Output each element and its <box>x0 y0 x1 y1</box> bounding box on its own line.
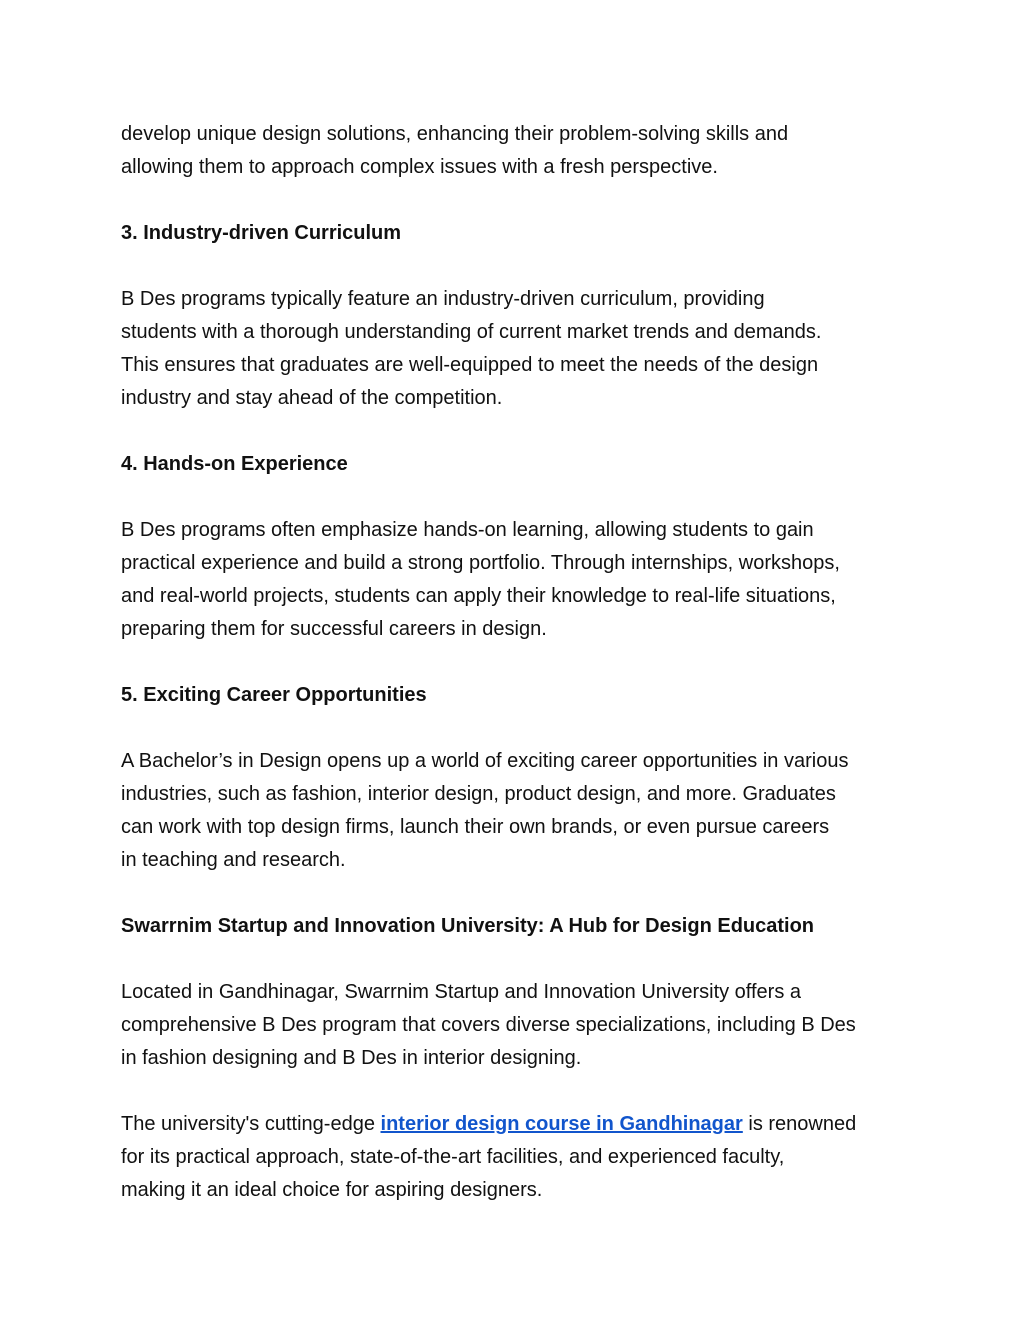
swarrnim-line-1: Located in Gandhinagar, Swarrnim Startup and Innovation University offers a <box>121 981 802 1003</box>
section-4-line-2: practical experience and build a strong portfolio. Through internships, workshops, <box>121 552 840 574</box>
intro-paragraph <box>121 118 921 184</box>
section-5-paragraph <box>121 745 921 877</box>
section-4-line-4: preparing them for successful careers in design. <box>121 618 547 640</box>
section-5-line-2: industries, such as fashion, interior design, product design, and more. Graduates <box>121 783 836 805</box>
swarrnim-line-3: in fashion designing and B Des in interior designing. <box>121 1047 582 1069</box>
swarrnim-heading: Swarrnim Startup and Innovation University: A Hub for Design Education <box>121 915 815 937</box>
section-3-line-3: This ensures that graduates are well-equipped to meet the needs of the design <box>121 354 819 376</box>
closing-line-2: for its practical approach, state-of-the-art facilities, and experienced faculty, <box>121 1146 785 1168</box>
intro-line-1: develop unique design solutions, enhancing their problem-solving skills and <box>121 123 789 145</box>
closing-suffix: is renowned <box>742 1113 857 1135</box>
section-3-line-2: students with a thorough understanding of current market trends and demands. <box>121 321 822 343</box>
section-4-line-1: B Des programs often emphasize hands-on learning, allowing students to gain <box>121 519 814 541</box>
section-5-line-4: in teaching and research. <box>121 849 346 871</box>
closing-line-3: making it an ideal choice for aspiring designers. <box>121 1179 543 1201</box>
intro-line-2: allowing them to approach complex issues with a fresh perspective. <box>121 156 718 178</box>
section-3-line-1: B Des programs typically feature an industry-driven curriculum, providing <box>121 288 765 310</box>
closing-paragraph <box>121 1108 921 1207</box>
section-4-heading: 4. Hands-on Experience <box>121 453 348 475</box>
section-3-heading: 3. Industry-driven Curriculum <box>121 222 402 244</box>
section-3-line-4: industry and stay ahead of the competition. <box>121 387 503 409</box>
document-page <box>121 118 921 1207</box>
closing-prefix: The university's cutting-edge <box>121 1113 381 1135</box>
section-5-line-3: can work with top design firms, launch their own brands, or even pursue careers <box>121 816 830 838</box>
swarrnim-line-2: comprehensive B Des program that covers diverse specializations, including B Des <box>121 1014 856 1036</box>
section-4-line-3: and real-world projects, students can apply their knowledge to real-life situations, <box>121 585 836 607</box>
section-5-line-1: A Bachelor’s in Design opens up a world of exciting career opportunities in various <box>121 750 849 772</box>
interior-design-course-link[interactable]: interior design course in Gandhinagar <box>380 1113 743 1135</box>
swarrnim-paragraph <box>121 976 921 1075</box>
section-3-paragraph <box>121 283 921 415</box>
section-4-paragraph <box>121 514 921 646</box>
section-5-heading: 5. Exciting Career Opportunities <box>121 684 427 706</box>
